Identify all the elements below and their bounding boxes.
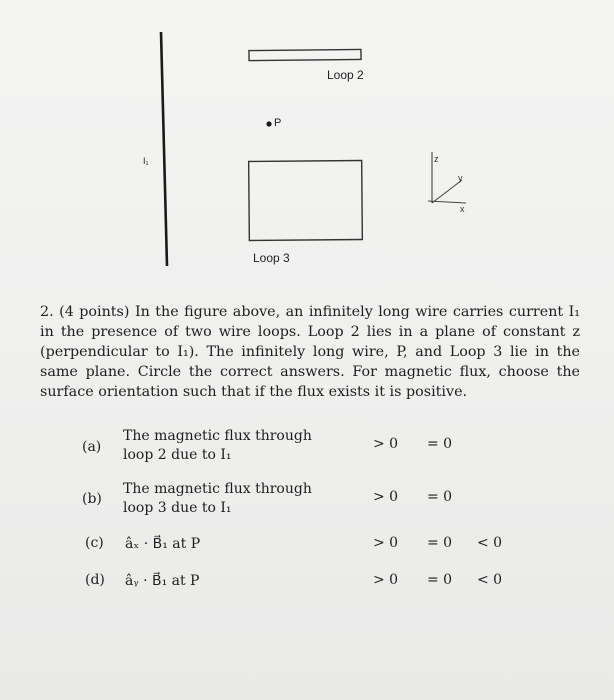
question-c-option-lt[interactable]: < 0 xyxy=(477,535,503,551)
problem-text: In the figure above, an infinitely long wire carries current I₁ in the presence of two wire loops. Loop 2 lies in a plane of constant z (perpendicular to I₁). The infinitely long wire, P, and Loop 3 lie in the same plane. Circle the correct answers. For magnetic flux, choose the surface orientation such that if the flux exists it is positive. xyxy=(40,304,580,400)
axis-y-label: y xyxy=(458,173,463,183)
question-b-option-gt[interactable]: > 0 xyxy=(373,489,399,505)
question-d-option-gt[interactable]: > 0 xyxy=(373,572,399,588)
question-d-option-eq[interactable]: = 0 xyxy=(427,572,453,588)
loop-3 xyxy=(249,161,363,241)
question-a-option-gt[interactable]: > 0 xyxy=(373,436,399,452)
physics-figure xyxy=(0,0,614,290)
point-p-label: P xyxy=(274,117,282,129)
loop-2 xyxy=(249,49,361,60)
question-d-text: âᵧ · B⃗₁ at P xyxy=(125,573,200,589)
question-a-option-eq[interactable]: = 0 xyxy=(427,436,453,452)
axis-z-label: z xyxy=(434,154,439,164)
question-a-text: The magnetic flux through loop 2 due to I₁ xyxy=(123,428,312,463)
question-c-option-eq[interactable]: = 0 xyxy=(427,535,453,551)
loop-3-label: Loop 3 xyxy=(253,251,290,265)
question-a-letter: (a) xyxy=(82,439,102,455)
problem-statement xyxy=(40,302,580,402)
point-p-dot xyxy=(266,121,271,126)
question-b-text: The magnetic flux through loop 3 due to I₁ xyxy=(123,481,312,516)
question-b-letter: (b) xyxy=(82,491,102,507)
question-b-option-eq[interactable]: = 0 xyxy=(427,489,453,505)
question-d-letter: (d) xyxy=(85,572,105,588)
infinite-wire xyxy=(161,32,167,266)
question-d-option-lt[interactable]: < 0 xyxy=(477,572,503,588)
loop-2-label: Loop 2 xyxy=(327,68,364,82)
question-c-option-gt[interactable]: > 0 xyxy=(373,535,399,551)
axis-x-label: x xyxy=(460,204,465,214)
problem-points: (4 points) xyxy=(59,304,130,320)
problem-number: 2. xyxy=(40,304,54,320)
question-c-text: âₓ · B⃗₁ at P xyxy=(125,536,201,552)
question-c-letter: (c) xyxy=(85,535,104,551)
wire-current-label: I₁ xyxy=(143,156,149,166)
